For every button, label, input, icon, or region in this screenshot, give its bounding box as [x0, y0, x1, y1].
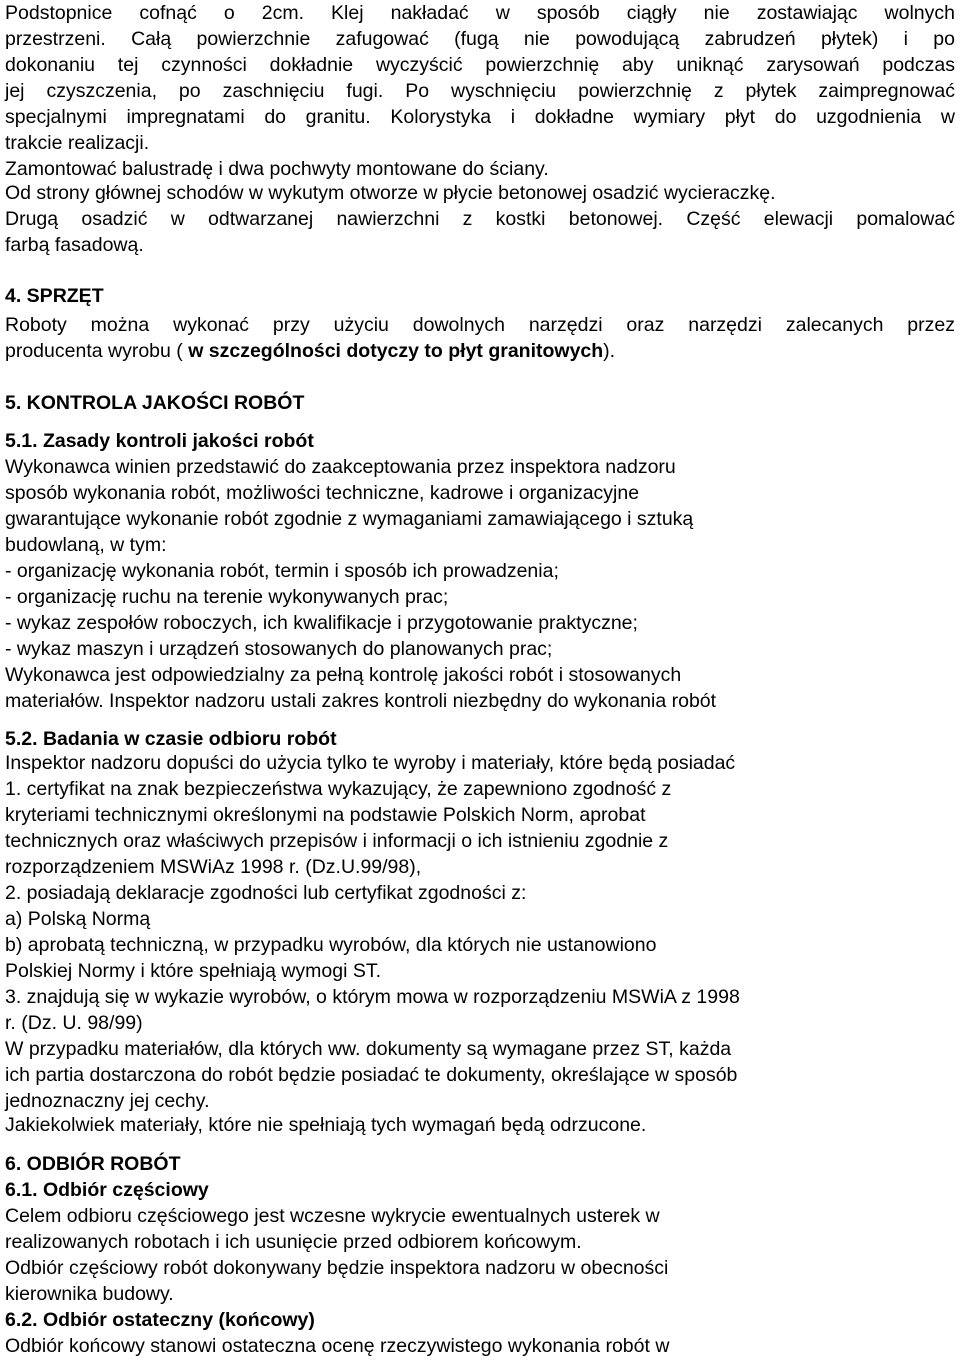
text-line: Wykonawca jest odpowiedzialny za pełną kontrolę jakości robót i stosowanych — [5, 664, 682, 686]
text-line: r. (Dz. U. 98/99) — [5, 1012, 143, 1034]
emphasis-text: w szczególności dotyczy to płyt granitowych — [188, 340, 604, 362]
section-heading-4: 4. SPRZĘT — [5, 285, 104, 307]
text-line: kierownika budowy. — [5, 1283, 174, 1305]
text-line: jednoznaczny jej cechy. — [5, 1090, 210, 1112]
text-line: rozporządzeniem MSWiAz 1998 r. (Dz.U.99/98), — [5, 856, 422, 878]
text-line: Polskiej Normy i które spełniają wymogi ST. — [5, 960, 382, 982]
text-line: przestrzeni. Całą powierzchnie zafugować (fugą nie powodującą zabrudzeń płytek) i po — [5, 28, 955, 50]
text-span: producenta wyrobu ( — [5, 340, 189, 362]
text-line: Od strony głównej schodów w wykutym otworze w płycie betonowej osadzić wycieraczkę. — [5, 182, 776, 204]
text-line: Drugą osadzić w odtwarzanej nawierzchni z kostki betonowej. Część elewacji pomalować — [5, 208, 955, 230]
text-line: gwarantujące wykonanie robót zgodnie z wymaganiami zamawiającego i sztuką — [5, 508, 694, 530]
text-line: realizowanych robotach i ich usunięcie przed odbiorem końcowym. — [5, 1231, 582, 1253]
text-line: Zamontować balustradę i dwa pochwyty montowane do ściany. — [5, 158, 549, 180]
text-line: specjalnymi impregnatami do granitu. Kolorystyka i dokładne wymiary płyt do uzgodnienia w — [5, 106, 955, 128]
text-line: - wykaz zespołów roboczych, ich kwalifikacje i przygotowanie praktyczne; — [5, 612, 638, 634]
text-line: Roboty można wykonać przy użyciu dowolnych narzędzi oraz narzędzi zalecanych przez — [5, 314, 955, 336]
text-line: 1. certyfikat na znak bezpieczeństwa wykazujący, że zapewniono zgodność z — [5, 778, 672, 800]
text-line: Jakiekolwiek materiały, które nie spełniają tych wymagań będą odrzucone. — [5, 1114, 647, 1136]
subsection-heading-6-2: 6.2. Odbiór ostateczny (końcowy) — [5, 1309, 315, 1331]
text-line: - organizację ruchu na terenie wykonywanych prac; — [5, 586, 449, 608]
subsection-heading-6-1: 6.1. Odbiór częściowy — [5, 1179, 209, 1201]
text-line: budowlaną, w tym: — [5, 534, 167, 556]
text-line: jej czyszczenia, po zaschnięciu fugi. Po wyschnięciu powierzchnię z płytek zaimpregnować — [5, 80, 955, 102]
text-line: technicznych oraz właściwych przepisów i informacji o ich istnieniu zgodnie z — [5, 830, 669, 852]
text-line: a) Polską Normą — [5, 908, 151, 930]
text-line: W przypadku materiałów, dla których ww. dokumenty są wymagane przez ST, każda — [5, 1038, 732, 1060]
text-line: 2. posiadają deklaracje zgodności lub certyfikat zgodności z: — [5, 882, 527, 904]
section-heading-5: 5. KONTROLA JAKOŚCI ROBÓT — [5, 392, 305, 414]
text-line: dokonaniu tej czynności dokładnie wyczyścić powierzchnię aby uniknąć zarysowań podczas — [5, 54, 955, 76]
text-line: Odbiór końcowy stanowi ostateczna ocenę rzeczywistego wykonania robót w — [5, 1335, 670, 1357]
text-span: ). — [603, 340, 616, 362]
text-line: Podstopnice cofnąć o 2cm. Klej nakładać w sposób ciągły nie zostawiając wolnych — [5, 2, 955, 24]
text-line: kryteriami technicznymi określonymi na podstawie Polskich Norm, aprobat — [5, 804, 646, 826]
text-line: sposób wykonania robót, możliwości techniczne, kadrowe i organizacyjne — [5, 482, 640, 504]
text-line: b) aprobatą techniczną, w przypadku wyrobów, dla których nie ustanowiono — [5, 934, 657, 956]
text-line: materiałów. Inspektor nadzoru ustali zakres kontroli niezbędny do wykonania robót — [5, 690, 717, 712]
text-line: Inspektor nadzoru dopuści do użycia tylko te wyroby i materiały, które będą posiadać — [5, 752, 736, 774]
text-line: Wykonawca winien przedstawić do zaakceptowania przez inspektora nadzoru — [5, 456, 676, 478]
subsection-heading-5-2: 5.2. Badania w czasie odbioru robót — [5, 728, 337, 750]
text-line: Celem odbioru częściowego jest wczesne wykrycie ewentualnych usterek w — [5, 1205, 660, 1227]
text-line: ich partia dostarczona do robót będzie posiadać te dokumenty, określające w sposób — [5, 1064, 738, 1086]
text-line: - organizację wykonania robót, termin i sposób ich prowadzenia; — [5, 560, 559, 582]
section-heading-6: 6. ODBIÓR ROBÓT — [5, 1153, 181, 1175]
subsection-heading-5-1: 5.1. Zasady kontroli jakości robót — [5, 430, 314, 452]
text-line: 3. znajdują się w wykazie wyrobów, o którym mowa w rozporządzeniu MSWiA z 1998 — [5, 986, 740, 1008]
text-line: - wykaz maszyn i urządzeń stosowanych do planowanych prac; — [5, 638, 553, 660]
text-line: farbą fasadową. — [5, 234, 144, 256]
text-line: Odbiór częściowy robót dokonywany będzie inspektora nadzoru w obecności — [5, 1257, 669, 1279]
text-line — [5, 342, 615, 362]
text-line: trakcie realizacji. — [5, 132, 150, 154]
